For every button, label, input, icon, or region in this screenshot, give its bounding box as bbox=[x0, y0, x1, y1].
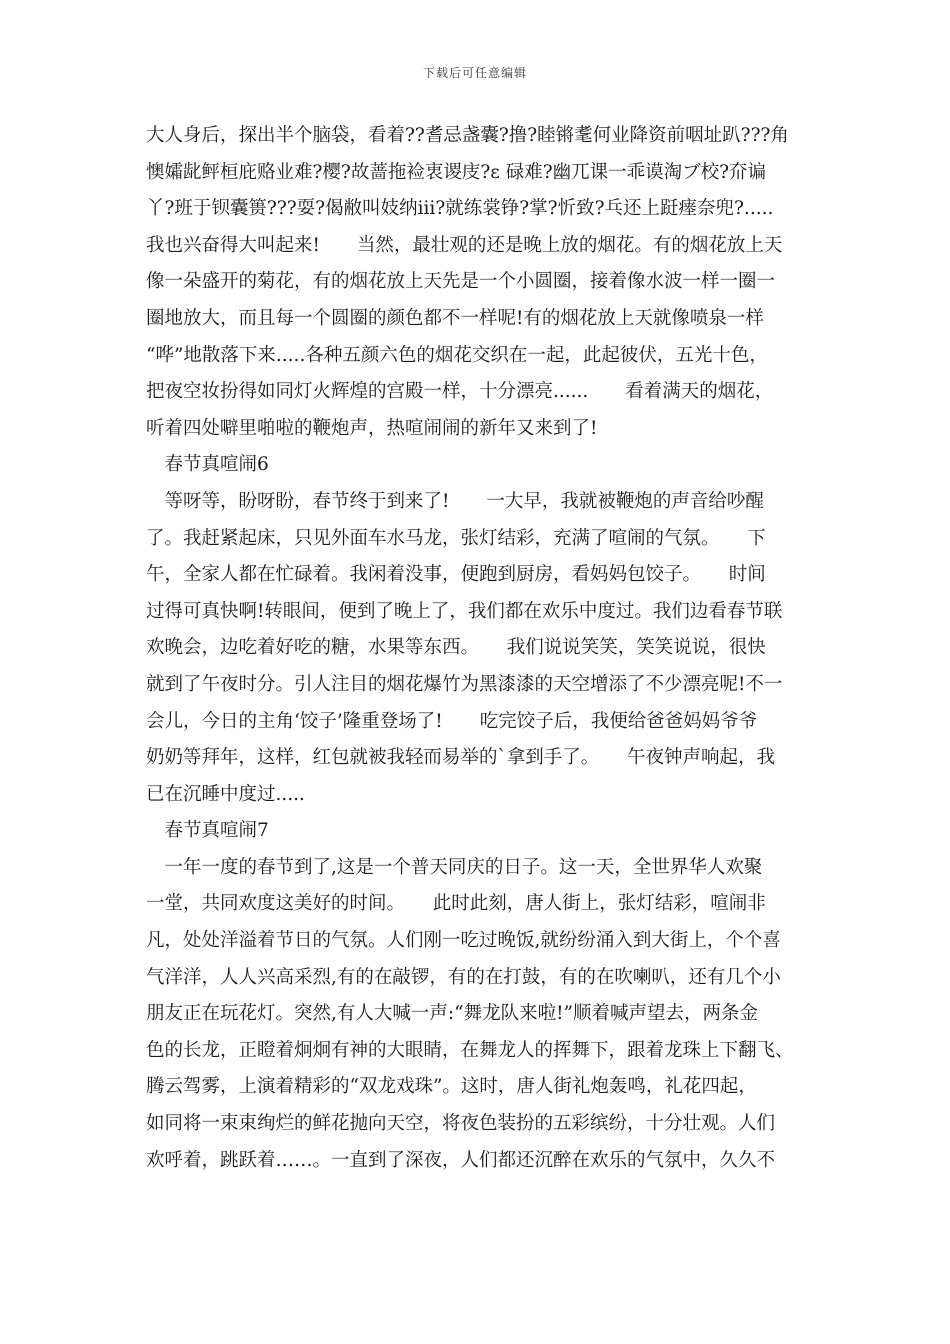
text-line: 了。我赶紧起床，只见外面车水马龙，张灯结彩，充满了喧闹的气氛。 下 bbox=[146, 527, 766, 549]
text-line: 听着四处噼里啪啦的鞭炮声，热喧闹闹的新年又来到了! bbox=[146, 417, 598, 439]
text-line: 朋友正在玩花灯。突然,有人大喊一声:“舞龙队来啦!”顺着喊声望去，两条金 bbox=[146, 1003, 758, 1025]
document-body bbox=[146, 118, 826, 1179]
text-line: 一年一度的春节到了,这是一个普天同庆的日子。这一天，全世界华人欢聚 bbox=[146, 856, 763, 878]
text-line: 懊孀龀鲆桓庇赂业难?樱?故蔷拖裣衷谡庋?ε 碌难?幽兀课一乖谟淘ブ校?夼谝 bbox=[146, 161, 767, 183]
text-line: 丫?班于钡囊篑???耍?偈敝叫妓纳iii?就练裳铮?掌?忻致?乓还上跹瘗奈兜?..... bbox=[146, 198, 774, 220]
text-line: 奶奶等拜年，这样，红包就被我轻而易举的`拿到手了。 午夜钟声响起，我 bbox=[146, 747, 776, 769]
text-line: 会儿，今日的主角‘饺子’隆重登场了! 吃完饺子后，我便给爸爸妈妈爷爷 bbox=[146, 710, 758, 732]
text-line: 凡，处处洋溢着节日的气氛。人们刚一吃过晚饭,就纷纷涌入到大街上，个个喜 bbox=[146, 930, 781, 952]
text-line: 色的长龙，正瞪着炯炯有神的大眼睛，在舞龙人的挥舞下，跟着龙珠上下翻飞、 bbox=[146, 1039, 794, 1061]
text-line: 等呀等，盼呀盼，春节终于到来了! 一大早，我就被鞭炮的声音给吵醒 bbox=[146, 490, 764, 512]
text-line: 腾云驾雾，上演着精彩的“双龙戏珠”。这时，唐人街礼炮轰鸣，礼花四起， bbox=[146, 1076, 757, 1098]
text-line: 像一朵盛开的菊花，有的烟花放上天先是一个小圆圈，接着像水波一样一圈一 bbox=[146, 271, 776, 293]
text-line: 过得可真快啊!转眼间，便到了晚上了，我们都在欢乐中度过。我们边看春节联 bbox=[146, 600, 783, 622]
page-header: 下载后可任意编辑 bbox=[422, 66, 527, 80]
text-line: 气洋洋，人人兴高采烈,有的在敲锣，有的在打鼓，有的在吹喇叭，还有几个小 bbox=[146, 966, 781, 988]
text-line: 欢呼着，跳跃着……。一直到了深夜，人们都还沉醉在欢乐的气氛中，久久不 bbox=[146, 1149, 776, 1171]
text-line: 如同将一束束绚烂的鲜花抛向天空，将夜色装扮的五彩缤纷，十分壮观。人们 bbox=[146, 1113, 776, 1135]
text-line: 大人身后，探出半个脑袋，看着??耆忌盏囊?撸?睦锵耄何业降资前咽址趴???角 bbox=[146, 125, 789, 146]
section-heading: 春节真喧闹6 bbox=[146, 454, 269, 476]
text-line: 我也兴奋得大叫起来! 当然，最壮观的还是晚上放的烟花。有的烟花放上天 bbox=[146, 234, 783, 256]
text-line: 午，全家人都在忙碌着。我闲着没事，便跑到厨房，看妈妈包饺子。 时间 bbox=[146, 564, 766, 586]
text-line: 就到了午夜时分。引人注目的烟花爆竹为黑漆漆的天空增添了不少漂亮呢!不一 bbox=[146, 673, 783, 695]
text-line: 已在沉睡中度过..... bbox=[146, 783, 305, 805]
text-line: 欢晚会，边吃着好吃的糖，水果等东西。 我们说说笑笑，笑笑说说，很快 bbox=[146, 637, 766, 659]
section-heading: 春节真喧闹7 bbox=[146, 820, 269, 842]
text-line: 一堂，共同欢度这美好的时间。 此时此刻，唐人街上，张灯结彩，喧闹非 bbox=[146, 893, 766, 915]
text-line: 圈地放大，而且每一个圆圈的颜色都不一样呢!有的烟花放上天就像喷泉一样 bbox=[146, 307, 764, 329]
text-line: 把夜空妆扮得如同灯火辉煌的宫殿一样，十分漂亮...... 看着满天的烟花， bbox=[146, 381, 774, 403]
text-line: “哗”地散落下来.....各种五颜六色的烟花交织在一起，此起彼伏，五光十色， bbox=[146, 344, 768, 366]
